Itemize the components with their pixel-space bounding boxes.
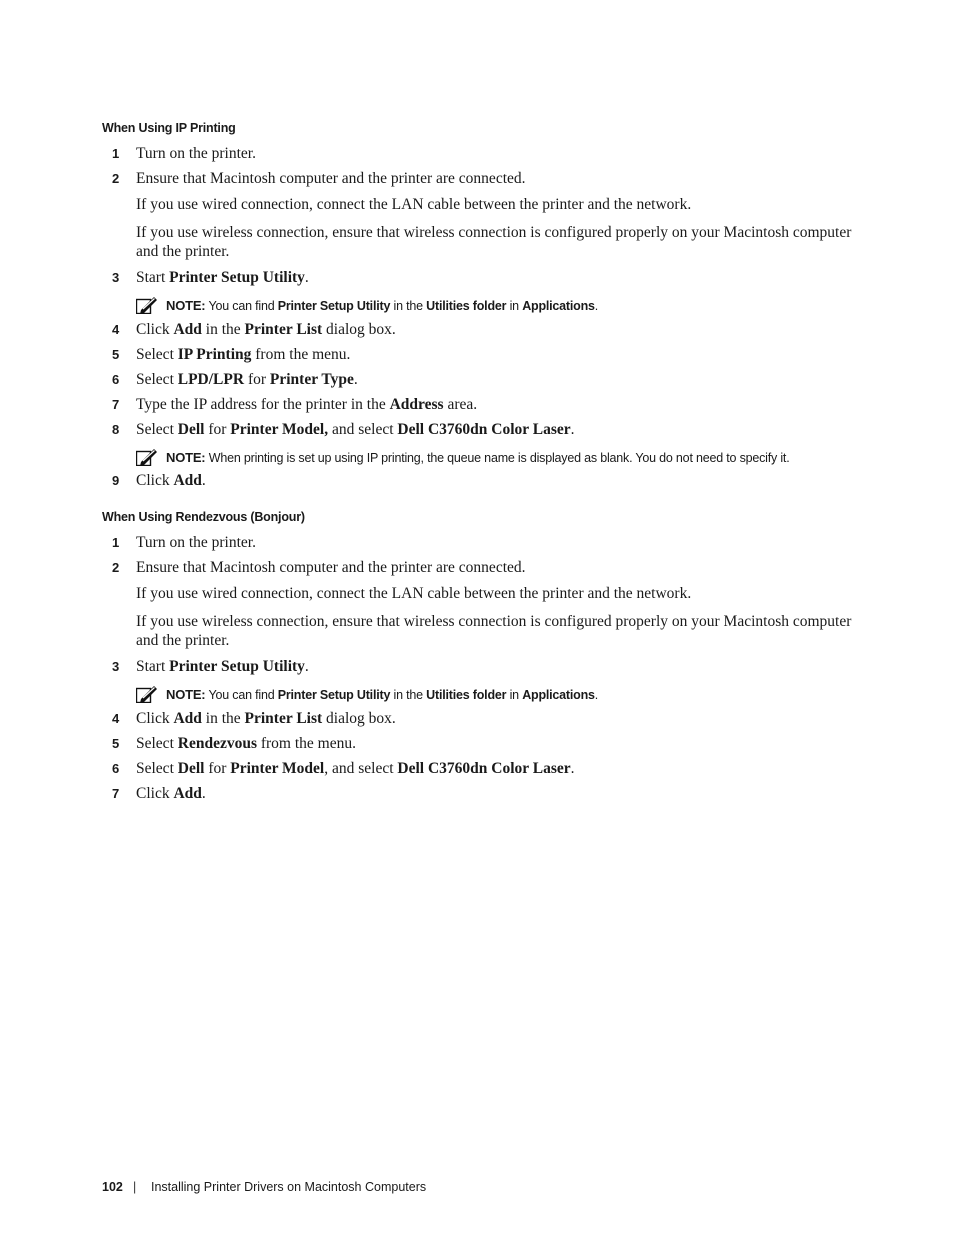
pencil-note-icon	[136, 296, 158, 314]
section-heading-ip-printing: When Using IP Printing	[102, 121, 236, 135]
step-text: Click Add.	[136, 472, 206, 489]
step-text: Turn on the printer.	[136, 145, 256, 162]
step-text: Ensure that Macintosh computer and the printer are connected.	[136, 559, 526, 576]
step-number: 6	[112, 761, 120, 776]
paragraph-wireless: If you use wireless connection, ensure that wireless connection is configured properly on your Macintosh computer and the printer.	[136, 224, 852, 260]
step-number: 4	[112, 711, 120, 726]
step-text: Select Dell for Printer Model, and select Dell C3760dn Color Laser.	[136, 760, 575, 777]
step-number: 7	[112, 397, 120, 412]
paragraph-wired: If you use wired connection, connect the LAN cable between the printer and the network.	[136, 196, 692, 213]
step-text: Select Dell for Printer Model, and select Dell C3760dn Color Laser.	[136, 421, 575, 438]
pencil-note-icon	[136, 685, 158, 703]
step-number: 3	[112, 270, 120, 285]
footer-separator: |	[133, 1180, 137, 1194]
note: NOTE: When printing is set up using IP printing, the queue name is displayed as blank. You do not need to specify it.	[136, 448, 789, 466]
step-text: Click Add.	[136, 785, 206, 802]
step-text: Click Add in the Printer List dialog box.	[136, 321, 396, 338]
step-text: Type the IP address for the printer in the Address area.	[136, 396, 478, 413]
step-text: Start Printer Setup Utility.	[136, 269, 309, 286]
section-heading-rendezvous: When Using Rendezvous (Bonjour)	[102, 510, 305, 524]
step-number: 9	[112, 473, 120, 488]
step-text: Select LPD/LPR for Printer Type.	[136, 371, 358, 388]
footer-chapter-title: Installing Printer Drivers on Macintosh Computers	[151, 1180, 427, 1194]
note: NOTE: You can find Printer Setup Utility in the Utilities folder in Applications.	[136, 296, 598, 314]
page-number: 102	[102, 1180, 123, 1194]
step-text: Select Rendezvous from the menu.	[136, 735, 356, 752]
step-number: 1	[112, 146, 120, 161]
step-number: 8	[112, 422, 120, 437]
step-text: Turn on the printer.	[136, 534, 256, 551]
step-number: 1	[112, 535, 120, 550]
paragraph-wired: If you use wired connection, connect the LAN cable between the printer and the network.	[136, 585, 692, 602]
paragraph-wireless: If you use wireless connection, ensure that wireless connection is configured properly on your Macintosh computer and the printer.	[136, 613, 852, 649]
step-text: Click Add in the Printer List dialog box.	[136, 710, 396, 727]
step-number: 2	[112, 560, 120, 575]
step-number: 5	[112, 736, 120, 751]
step-number: 7	[112, 786, 120, 801]
step-number: 2	[112, 171, 120, 186]
step-number: 3	[112, 659, 120, 674]
step-number: 6	[112, 372, 120, 387]
note: NOTE: You can find Printer Setup Utility in the Utilities folder in Applications.	[136, 685, 598, 703]
step-text: Ensure that Macintosh computer and the printer are connected.	[136, 170, 526, 187]
step-text: Start Printer Setup Utility.	[136, 658, 309, 675]
step-number: 5	[112, 347, 120, 362]
pencil-note-icon	[136, 448, 158, 466]
step-number: 4	[112, 322, 120, 337]
step-text: Select IP Printing from the menu.	[136, 346, 351, 363]
